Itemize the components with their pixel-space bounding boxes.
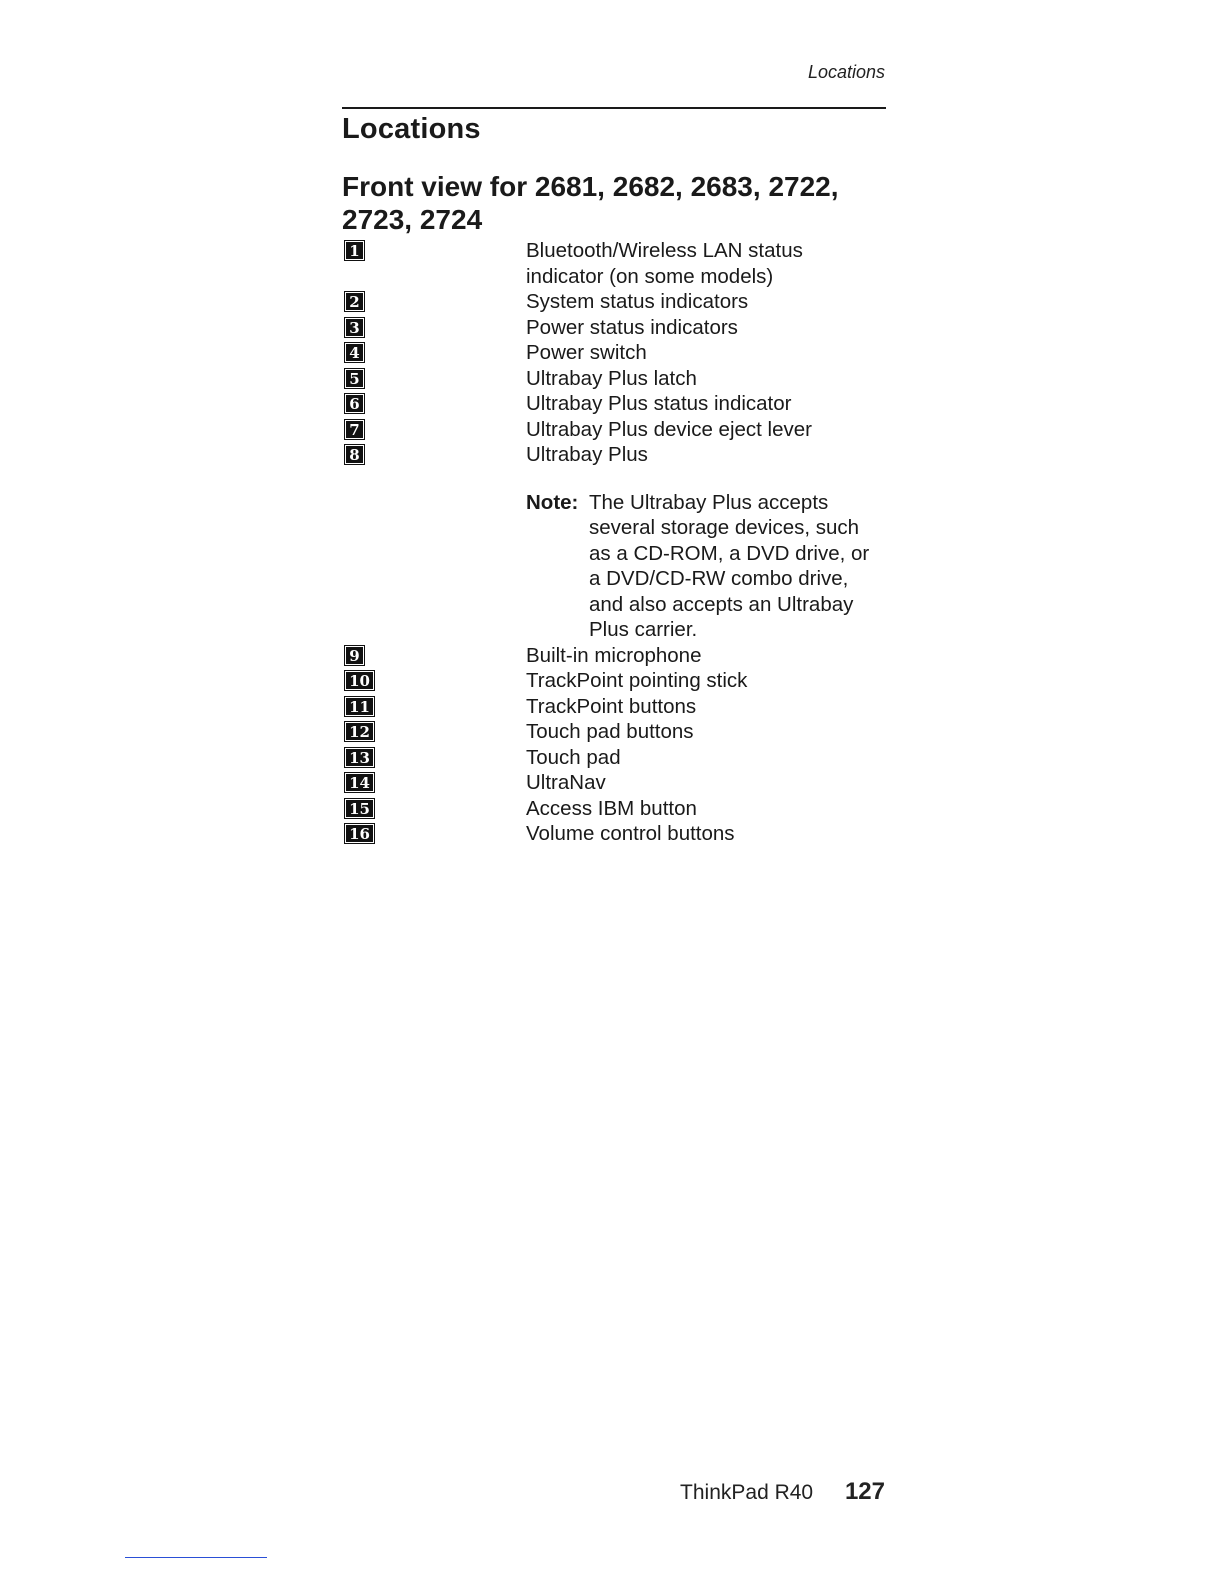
legend-item (342, 643, 886, 669)
callout-number: 13 (344, 747, 375, 768)
footer-product: ThinkPad R40 (680, 1481, 814, 1504)
running-head: Locations (807, 62, 885, 82)
legend-item (342, 315, 886, 341)
legend-item-text: Ultrabay Plus (526, 443, 648, 466)
page-title: Locations (342, 113, 481, 145)
header-rule (342, 107, 886, 109)
legend-item-text: Bluetooth/Wireless LAN status indicator (on some models) (526, 239, 803, 288)
callout-number: 8 (344, 444, 365, 465)
callout-number: 10 (344, 670, 375, 691)
callout-number: 16 (344, 823, 375, 844)
corner-line (125, 1557, 267, 1558)
legend-item (342, 694, 886, 720)
note-label: Note: (526, 490, 579, 514)
callout-number: 2 (344, 291, 365, 312)
legend-item-text: TrackPoint buttons (526, 694, 697, 718)
legend-item-text: TrackPoint pointing stick (526, 669, 748, 692)
note-text: The Ultrabay Plus accepts several storage devices, such as a CD-ROM, a DVD drive, or a DVD/CD-RW combo drive, and also accepts an Ultrabay Plus carrier. (589, 490, 870, 641)
callout-number: 14 (344, 772, 375, 793)
legend-item-text: Volume control buttons (526, 822, 735, 845)
legend-item (342, 770, 886, 796)
legend-item-text: Built-in microphone (526, 643, 702, 667)
callout-number: 4 (344, 342, 365, 363)
legend-item-text: Access IBM button (526, 796, 697, 820)
legend-item (342, 719, 886, 745)
page-number: 127 (844, 1478, 885, 1505)
callout-number: 9 (344, 645, 365, 666)
callout-number: 11 (344, 696, 375, 717)
legend-item (342, 238, 886, 289)
legend-item (342, 442, 886, 468)
legend-item-text: Ultrabay Plus device eject lever (526, 417, 812, 441)
legend-item-text: Ultrabay Plus latch (526, 366, 697, 390)
legend-item-text: Touch pad buttons (526, 720, 694, 743)
legend-item (342, 391, 886, 417)
callout-number: 15 (344, 798, 375, 819)
legend-item (342, 289, 886, 315)
note-block (342, 490, 886, 643)
legend-item-text: Ultrabay Plus status indicator (526, 392, 792, 415)
legend-item (342, 745, 886, 771)
legend-item-text: Power switch (526, 341, 647, 364)
legend-item-text: System status indicators (526, 290, 749, 313)
callout-legend (342, 238, 886, 847)
callout-number: 7 (344, 419, 365, 440)
section-title: Front view for 2681, 2682, 2683, 2722, 2723, 2724 (342, 171, 839, 235)
page-footer (680, 1478, 885, 1506)
legend-item (342, 668, 886, 694)
callout-number: 1 (344, 240, 365, 261)
legend-item (342, 340, 886, 366)
legend-item (342, 796, 886, 822)
legend-item-text: Power status indicators (526, 315, 738, 339)
legend-item (342, 366, 886, 392)
legend-item (342, 821, 886, 847)
legend-item-text: UltraNav (526, 771, 606, 794)
callout-number: 12 (344, 721, 375, 742)
callout-number: 5 (344, 368, 365, 389)
callout-number: 3 (344, 317, 365, 338)
callout-number: 6 (344, 393, 365, 414)
legend-item (342, 417, 886, 443)
legend-item-text: Touch pad (526, 745, 621, 769)
